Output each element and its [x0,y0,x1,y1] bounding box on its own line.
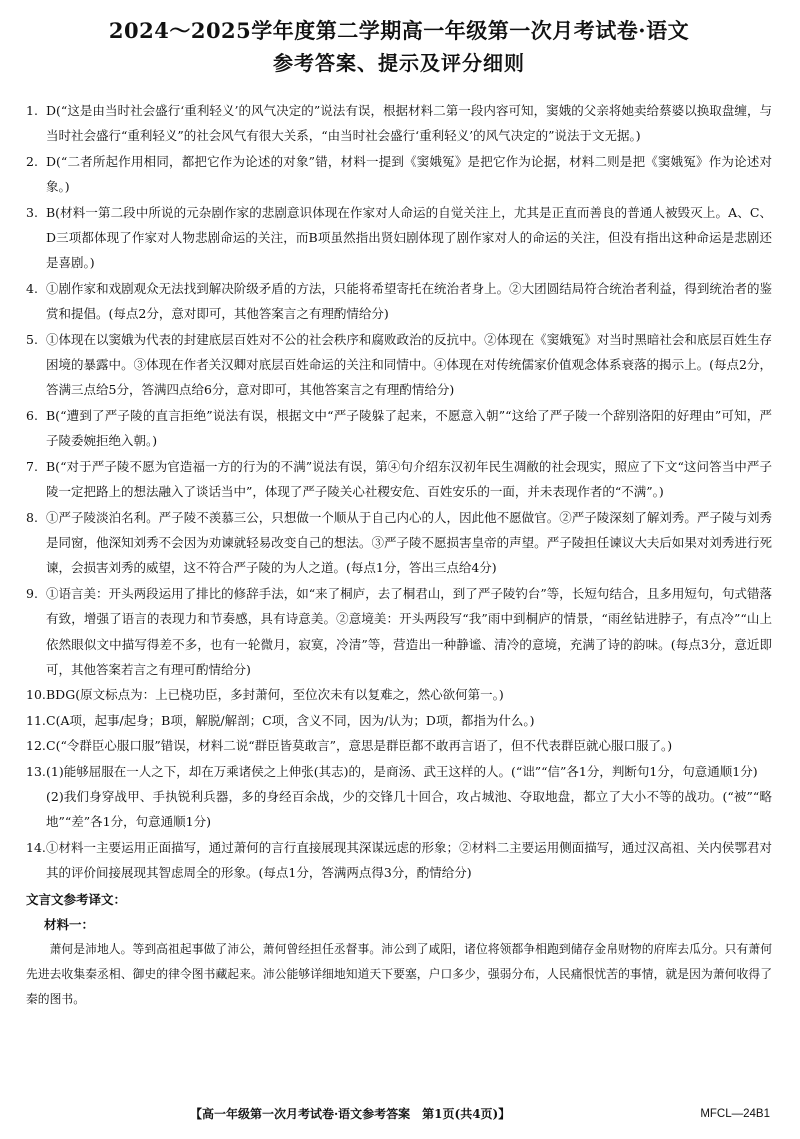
answer-text: ①剧作家和戏剧观众无法找到解决阶级矛盾的方法，只能将希望寄托在统治者身上。②大团圆结局符合统治者利益，得到统治者的鉴赏和提倡。(每点2分，意对即可，其他答案言之有理酌情给分) [46,280,772,322]
answer-item-9 [26,581,772,683]
translation-paragraph: 萧何是沛地人。等到高祖起事做了沛公，萧何曾经担任丞督事。沛公到了咸阳，诸位将领都争相跑到储存金帛财物的府库去瓜分。只有萧何先进去收集秦丞相、御史的律令图书藏起来。沛公能够详细地知道天下要塞，户口多少，强弱分布，人民痛恨忧苦的事情，就是因为萧何收得了秦的图书。 [26,941,772,1007]
answer-number: 7. [26,458,38,474]
answer-item-7 [26,454,772,505]
page-title: 2024～2025学年度第二学期高一年级第一次月考试卷·语文 [108,18,690,43]
answer-item-12 [26,733,772,758]
answer-number: 11. [26,712,46,728]
answer-text: B(“遭到了严子陵的直言拒绝”说法有误，根据文中“严子陵躲了起来，不愿意入朝”“这给了严子陵一个辞别洛阳的好理由”可知，严子陵委婉拒绝入朝。) [46,407,772,449]
answer-number: 14. [26,839,46,855]
answer-number: 8. [26,509,38,525]
answer-item-1 [26,98,772,149]
answer-item-8 [26,505,772,581]
answer-number: 13. [26,763,46,779]
answer-text: ①体现在以窦娥为代表的封建底层百姓对不公的社会秩序和腐败政治的反抗中。②体现在《窦娥冤》对当时黑暗社会和底层百姓生存困境的暴露中。③体现在作者关汉卿对底层百姓命运的关注和同情中。④体现在对传统儒家价值观念体系衰落的揭示上。(每点2分，答满三点给5分，答满四点给6分，意对即可，其他答案言之有理酌情给分) [46,331,772,398]
footer-code: MFCL—24B1 [700,1108,770,1120]
answer-text: B(材料一第二段中所说的元杂剧作家的悲剧意识体现在作家对人命运的自觉关注上，尤其是正直而善良的普通人被毁灭上。A、C、D三项都体现了作家对人物悲剧命运的关注，而B项虽然指出贤妇剧体现了剧作家对人的命运的关注，但没有指出这种命运是悲剧还是喜剧。) [46,204,772,271]
answer-number: 3. [26,204,38,220]
answer-number: 12. [26,738,46,754]
answer-item-11 [26,708,772,733]
footer-page-info: 【高一年级第一次月考试卷·语文参考答案 第1页(共4页)】 [190,1107,511,1121]
answer-item-2 [26,149,772,200]
answer-text: C(“令群臣心服口服”错误，材料二说“群臣皆莫敢言”，意思是群臣都不敢再言语了，但不代表群臣就心服口服了。) [46,738,673,754]
material-label: 材料一： [44,916,95,932]
answer-number: 2. [26,153,38,169]
answer-number: 6. [26,407,38,423]
translation-heading: 文言文参考译文： [26,891,127,907]
answer-number: 1. [26,103,38,118]
answer-number: 10. [26,687,46,703]
answer-item-3 [26,200,772,276]
answer-item-10 [26,682,772,707]
answer-item-13 [26,759,772,835]
answer-item-4 [26,276,772,327]
answer-number: 4. [26,280,38,296]
answer-number: 5. [26,331,38,347]
answer-item-6 [26,403,772,454]
answer-item-5 [26,327,772,403]
answer-number: 9. [26,585,38,601]
answer-text: BDG(原文标点为：上已桡功臣，多封萧何，至位次未有以复难之，然心欲何第一。) [46,687,504,703]
answer-text: D(“这是由当时社会盛行‘重利轻义’的风气决定的”说法有误，根据材料二第一段内容可知，窦娥的父亲将她卖给蔡婆以换取盘缠，与当时社会盛行“重利轻义”的社会风气有很大关系，“由当时社会盛行‘重利轻义’的风气决定的”说法于文无据。) [46,103,772,144]
answer-text: ①语言美：开头两段运用了排比的修辞手法，如“来了桐庐，去了桐君山，到了严子陵钓台”等，长短句结合，且多用短句，句式错落有致，增强了语言的表现力和节奏感，具有诗意美。②意境美：开头两段写“我”雨中到桐庐的情景，“雨丝钻进脖子，有点冷”“山上依然眼似文中描写得差不多，也有一轮微月，寂寞，冷清”等，营造出一种静谧、清冷的意境，充满了诗的韵味。(每点3分，意近即可，其他答案若言之有理可酌情给分) [46,585,772,677]
answer-text: ①严子陵淡泊名利。严子陵不羡慕三公，只想做一个顺从于自己内心的人，因此他不愿做官。②严子陵深刻了解刘秀。严子陵与刘秀是同窗，他深知刘秀不会因为劝谏就轻易改变自己的想法。③严子陵不愿损害皇帝的声望。严子陵担任谏议大夫后如果对刘秀进行死谏，会损害刘秀的威望，这不符合严子陵的为人之道。(每点1分，答出三点给4分) [46,509,772,576]
answer-subitem-2: (2)我们身穿战甲、手执锐利兵器，多的身经百余战，少的交锋几十回合，攻占城池、夺取地盘，都立了大小不等的战功。(“被”“略地”“差”各1分，句意通顺1分) [46,788,772,830]
page-subtitle: 参考答案、提示及评分细则 [273,51,525,75]
answer-item-14 [26,835,772,886]
answer-text: D(“二者所起作用相同，都把它作为论述的对象”错，材料一提到《窦娥冤》是把它作为论据，材料二则是把《窦娥冤》作为论述对象。) [46,153,772,195]
answer-text: B(“对于严子陵不愿为官造福一方的行为的不满”说法有误，第④句介绍东汉初年民生凋敝的社会现实，照应了下文“这问答当中严子陵一定把路上的想法融入了谈话当中”，体现了严子陵关心社稷安危、百姓安乐的一面，并未表现作者的“不满”。) [46,458,772,500]
answer-text: ①材料一主要运用正面描写，通过萧何的言行直接展现其深谋远虑的形象；②材料二主要运用侧面描写，通过汉高祖、关内侯鄂君对其的评价间接展现其智虑周全的形象。(每点1分，答满两点得3分，酌情给分) [46,839,772,881]
answer-list [26,98,772,1013]
answer-subitem-1: (1)能够屈服在一人之下，却在万乘诸侯之上伸张(其志)的，是商汤、武王这样的人。(“诎”“信”各1分，判断句1分，句意通顺1分) [46,763,758,779]
answer-text: C(A项，起事/起身；B项，解脱/解剖；C项，含义不同，因为/认为；D项，都指为什么。) [46,712,535,728]
